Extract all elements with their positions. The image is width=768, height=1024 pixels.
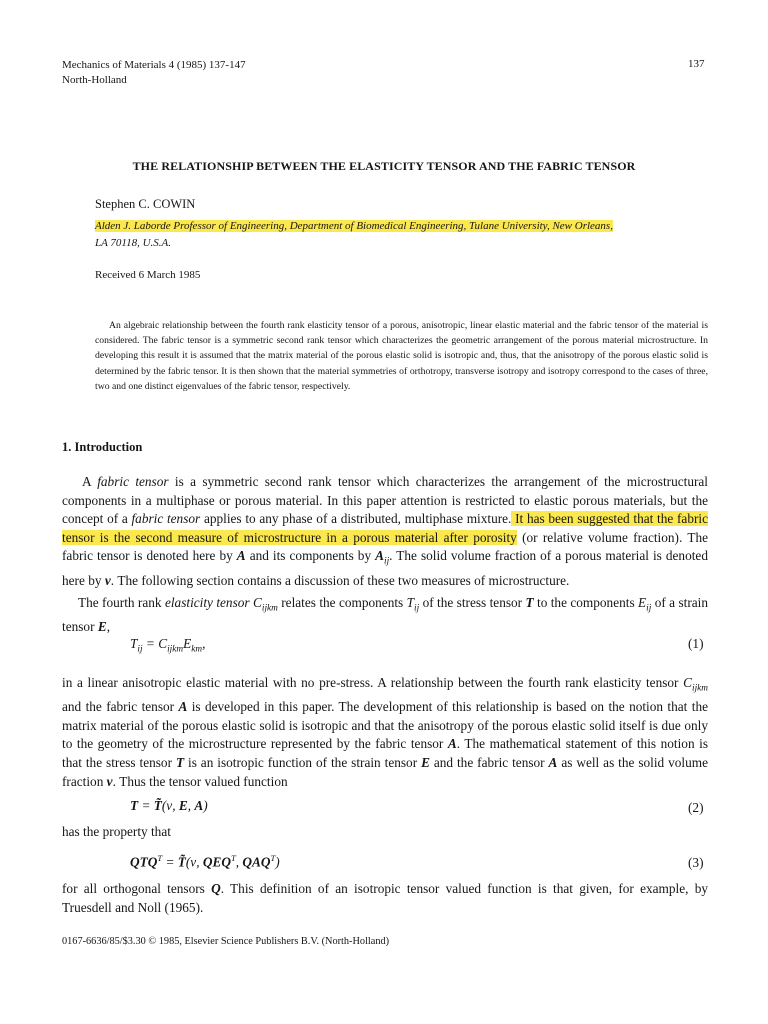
received-date: Received 6 March 1985 (95, 269, 201, 281)
publisher: North-Holland (62, 74, 127, 86)
affiliation-line-1: Alden J. Laborde Professor of Engineering, Department of Biomedical Engineering, Tulane University, New Orleans, (95, 220, 613, 232)
author-name: Stephen C. COWIN (95, 197, 196, 211)
equation-number-1: (1) (688, 636, 704, 651)
equation-3: $QTQ^T$ = T̃(ν, $QEQ^T$, $QAQ^T$) (130, 853, 280, 870)
page-number: 137 (688, 58, 705, 70)
paper-title: THE RELATIONSHIP BETWEEN THE ELASTICITY TENSOR AND THE FABRIC TENSOR (132, 159, 636, 173)
copyright-footer: 0167-6636/85/$3.30 © 1985, Elsevier Science Publishers B.V. (North-Holland) (62, 936, 390, 947)
affiliation-line-2: LA 70118, U.S.A. (95, 237, 171, 249)
highlighted-sentence: It has been suggested that the fabric tensor is the second measure of microstructure in a porous material after porosity (62, 511, 709, 545)
equation-number-3: (3) (688, 855, 704, 870)
journal-citation (62, 58, 246, 88)
paragraph-relationship: in a linear anisotropic elastic material with no pre-stress. A relationship between the fourth rank elasticity tensor $C_{ijkm}$ and the fabric tensor A is developed in this paper. The development of this relationship is based on the notion that the matrix material of the porous elastic solid is isotropic and that the anisotropy of the porous elastic solid itself is due only to the geometry of the microstructure represented by the fabric tensor A. The mathematical statement of this notion is that the stress tensor T is an isotropic function of the strain tensor E and the fabric tensor A as well as the solid volume fraction ν. Thus the tensor valued function (62, 675, 709, 789)
paragraph-elasticity: The fourth rank elasticity tensor $C_{ijkm}$ relates the components $T_{ij}$ of the stress tensor T to the components $E_{ij}$ of a strain tensor E, (62, 595, 708, 635)
journal-name: Mechanics of Materials 4 (1985) 137-147 (62, 59, 246, 71)
abstract: An algebraic relationship between the fourth rank elasticity tensor of a porous, anisotropic, linear elastic material and the fabric tensor of the material is considered. The fabric tensor is a symmetric second rank tensor which characterizes the geometric arrangement of the porous material microstructure. In developing this result it is assumed that the matrix material of the porous elastic solid is isotropic and, thus, that the anisotropy of the porous elastic solid is determined by the fabric tensor. It is then shown that the material symmetries of orthotropy, transverse isotropy and isotropy correspond to the cases of three, two and one distinct eigenvalues of the fabric tensor, respectively. (95, 320, 708, 392)
paragraph-property: has the property that (62, 824, 171, 839)
section-heading: 1. Introduction (62, 440, 143, 454)
equation-2: T = T̃(ν, E, A) (130, 798, 208, 813)
equation-1: $T_{ij} = C_{ijkm}E_{km}$, (130, 636, 206, 655)
equation-number-2: (2) (688, 800, 704, 815)
paragraph-orthogonal: for all orthogonal tensors Q. This definition of an isotropic tensor valued function is that given, for example, by Truesdell and Noll (1965). (62, 881, 708, 915)
author-affiliation (95, 218, 613, 252)
paragraph-intro: A fabric tensor is a symmetric second rank tensor which characterizes the arrangement of the microstructural components in a multiphase or porous material. In this paper attention is restricted to elastic porous materials, but the concept of a fabric tensor applies to any phase of a distributed, multiphase mixture. It has been suggested that the fabric tensor is the second measure of microstructure in a porous material after porosity (or relative volume fraction). The fabric tensor is denoted here by A and its components by $A_{ij}$. The solid volume fraction of a porous material is denoted here by ν. The following section contains a discussion of these two measures of microstructure. (62, 474, 709, 588)
